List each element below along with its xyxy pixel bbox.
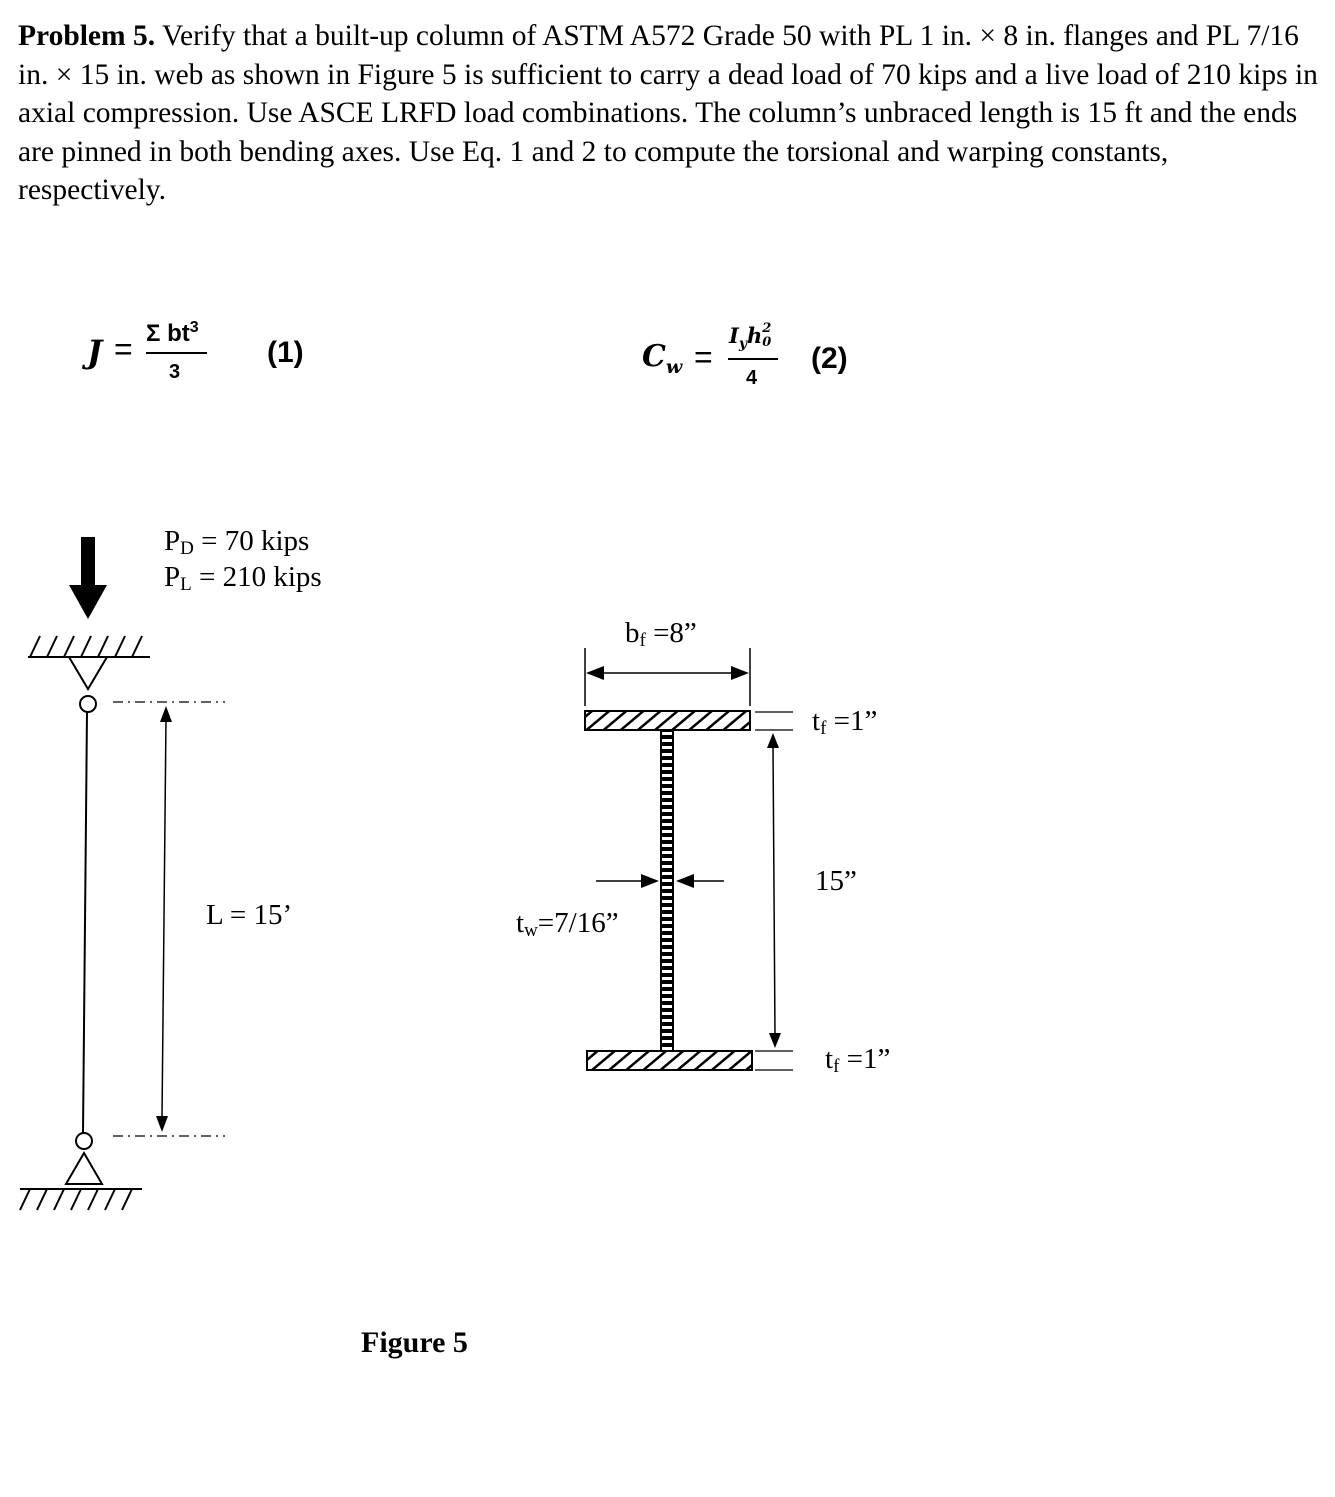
bottom-flange [587, 1051, 752, 1070]
eq2-num-I-sub: y [738, 336, 747, 353]
dead-load-label [164, 525, 309, 560]
eq1-denominator: 3 [169, 361, 181, 383]
eq2-equals: = [694, 339, 713, 375]
i-section [585, 711, 752, 1070]
eq1-numerator-exp: 3 [189, 319, 199, 336]
web [661, 730, 673, 1051]
load-arrow [69, 537, 107, 619]
top-flange [585, 711, 750, 730]
tf-bot-value: =1” [839, 1043, 891, 1075]
eq1-numerator-text: Σ bt [146, 320, 190, 347]
pd-sub: D [180, 538, 194, 559]
column-member [83, 712, 87, 1133]
top-pin-support [28, 636, 150, 712]
tw-letter: t [516, 907, 525, 939]
tf-bot-sub: f [833, 1056, 840, 1077]
eq2-denominator: 4 [746, 367, 758, 389]
eq2-num-h-sup: 2 [762, 321, 772, 336]
section-depth-label: 15” [815, 865, 857, 897]
tf-top-letter: t [812, 705, 821, 737]
bottom-pin-support [20, 1133, 142, 1210]
bf-letter: b [625, 617, 640, 649]
bf-value: =8” [645, 617, 697, 649]
tf-top-sub: f [820, 718, 827, 739]
pl-letter: P [164, 561, 181, 593]
bf-sub: f [639, 630, 646, 651]
web-thickness-label [516, 907, 619, 942]
flange-width-dimension [585, 648, 750, 706]
top-flange-thickness-label [812, 705, 877, 740]
pd-letter: P [164, 525, 181, 557]
flange-width-label [625, 617, 697, 652]
problem-text: Verify that a built-up column of ASTM A572 Grade 50 with PL 1 in. × 8 in. flanges and PL 7/16 in. × 15 in. web as shown in Figure 5 is sufficient to carry a dead load of 70 kips and a live load of 210 kips in axial compression. Use ASCE LRFD load combinations. The column’s unbraced length is 15 ft and the ends are pinned in both bending axes. Use Eq. 1 and 2 to compute the torsional and warping constants, respectively. [18, 20, 1318, 207]
figure-caption: Figure 5 [361, 1326, 468, 1359]
pl-sub: L [180, 574, 192, 595]
eq2-num-h: h [746, 323, 763, 348]
pl-value: = 210 kips [191, 561, 322, 593]
eq2-lhs-letter: C [642, 339, 666, 374]
depth-dimension-arrow [767, 733, 781, 1048]
eq2-number: (2) [811, 342, 848, 375]
live-load-label [164, 561, 322, 596]
bottom-flange-thickness-label [825, 1043, 890, 1078]
pd-value: = 70 kips [193, 525, 310, 557]
eq1-lhs: J [87, 333, 103, 371]
column-length-label: L = 15’ [206, 899, 293, 931]
tf-bot-letter: t [825, 1043, 834, 1075]
eq2-num-I: I [729, 323, 739, 348]
tw-sub: w [524, 920, 538, 941]
problem-heading: Problem 5. [18, 20, 156, 52]
tf-top-value: =1” [826, 705, 878, 737]
eq2-num-h-sub: 0 [762, 335, 772, 350]
eq1-equals: = [114, 331, 133, 367]
tw-value: =7/16” [537, 907, 619, 939]
eq2-lhs-sub: w [665, 356, 683, 378]
length-dimension-arrow [156, 706, 172, 1132]
eq1-number: (1) [267, 336, 304, 369]
